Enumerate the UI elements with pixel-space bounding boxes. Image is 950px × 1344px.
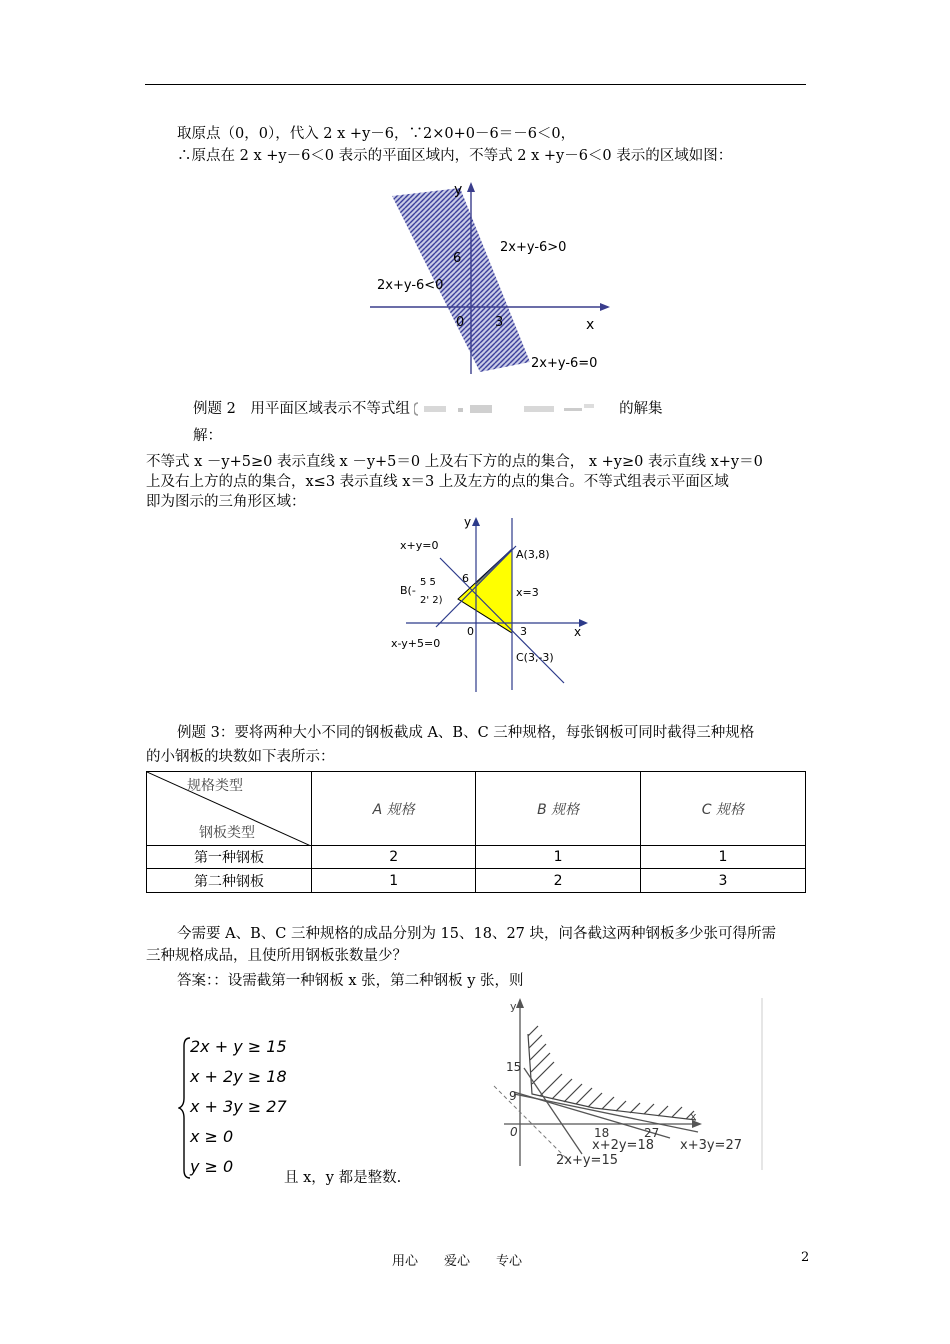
tick-label-0: 0 — [510, 1125, 518, 1139]
table-row — [147, 869, 806, 893]
inequality-system-image — [414, 402, 614, 416]
example2-title-suffix: 的解集 — [619, 401, 663, 417]
example3-line-1: 例题 3：要将两种大小不同的钢板截成 A、B、C 三种规格，每张钢板可同时截得三种规格 — [177, 725, 755, 741]
label-x-plus-2y: x+2y=18 — [592, 1138, 654, 1153]
row-label: 第一种钢板 — [147, 846, 312, 869]
constraint-system — [178, 1036, 308, 1180]
label-less: 2x+y-6<0 — [377, 278, 444, 293]
table-cell: 1 — [476, 846, 640, 869]
label-2x-plus-y: 2x+y=15 — [556, 1153, 618, 1168]
table-cell: 2 — [476, 869, 640, 893]
table-cell: 3 — [640, 869, 805, 893]
tick-label-0: 0 — [456, 315, 465, 330]
table-header-a: A 规格 — [312, 772, 476, 846]
spec-table — [146, 771, 806, 893]
tick-label-18: 18 — [594, 1126, 610, 1140]
constraint-1: 2x + y ≥ 15 — [190, 1037, 287, 1056]
y-axis-arrow-icon — [516, 998, 524, 1008]
header-rule — [145, 84, 806, 85]
constraint-2: x + 2y ≥ 18 — [190, 1067, 287, 1086]
table-header-b: B 规格 — [476, 772, 640, 846]
table-corner-bottom: 钢板类型 — [199, 825, 255, 841]
figure-feasible-region — [484, 996, 766, 1172]
table-cell: 1 — [312, 869, 476, 893]
table-corner-cell — [147, 772, 312, 846]
x-axis-label: x — [690, 1110, 697, 1123]
label-x-equals-3: x=3 — [516, 586, 539, 599]
y-axis-arrow-icon — [467, 182, 475, 192]
example2-title-text: 例题 2 用平面区域表示不等式组 — [193, 401, 410, 417]
y-axis-label: y — [510, 1000, 517, 1013]
figure-triangle-region — [388, 512, 604, 694]
solution-label: 解： — [193, 428, 222, 444]
label-greater: 2x+y-6>0 — [500, 240, 567, 255]
label-x-minus-y-plus-5: x-y+5=0 — [391, 637, 441, 650]
label-point-c: C(3,-3) — [516, 651, 554, 664]
footer-motto: 用心 爱心 专心 — [392, 1254, 523, 1269]
integer-note: 且 x，y 都是整数. — [284, 1170, 402, 1186]
y-axis-arrow-icon — [472, 517, 480, 526]
label-x-plus-3y: x+3y=27 — [680, 1138, 742, 1153]
tick-label-27: 27 — [644, 1126, 660, 1140]
example3-line-2: 的小钢板的块数如下表所示： — [146, 749, 335, 765]
label-point-b-denominators: 2' 2) — [420, 595, 443, 606]
constraint-4: x ≥ 0 — [190, 1127, 234, 1146]
paragraph-origin-conclusion: ∴原点在 2 x +y－6＜0 表示的平面区域内，不等式 2 x +y－6＜0 表示的区域如图： — [177, 148, 733, 164]
solution-line-3: 即为图示的三角形区域： — [146, 494, 306, 510]
triangle-region — [458, 549, 512, 633]
x-axis-arrow-icon — [600, 303, 610, 311]
table-cell: 2 — [312, 846, 476, 869]
table-corner-top: 规格类型 — [187, 778, 243, 794]
label-boundary: 2x+y-6=0 — [531, 356, 598, 371]
label-point-b-numerators: 5 5 — [420, 577, 436, 588]
tick-label-3: 3 — [495, 315, 504, 330]
label-x-plus-y: x+y=0 — [400, 539, 439, 552]
hatch-boundary — [528, 1026, 696, 1120]
tick-label-0: 0 — [467, 625, 474, 638]
solution-line-2: 上及右上方的点的集合，x≤3 表示直线 x＝3 上及左方的点的集合。不等式组表示平面区域 — [146, 474, 729, 490]
constraint-5: y ≥ 0 — [190, 1157, 234, 1176]
line-2x-plus-y — [524, 1068, 582, 1154]
label-point-a: A(3,8) — [516, 548, 550, 561]
tick-label-15: 15 — [506, 1060, 522, 1074]
table-row — [147, 846, 806, 869]
tick-label-3: 3 — [520, 625, 527, 638]
requirement-line-1: 今需要 A、B、C 三种规格的成品分别为 15、18、27 块，问各截这两种钢板多少张可得所需 — [177, 926, 777, 942]
y-axis-label: y — [464, 515, 472, 529]
answer-line: 答案：：设需截第一种钢板 x 张，第二种钢板 y 张，则 — [177, 973, 524, 989]
figure-half-plane — [360, 178, 620, 376]
tick-label-6: 6 — [453, 251, 462, 266]
solution-line-1: 不等式 x －y+5≥0 表示直线 x －y+5＝0 上及右下方的点的集合， x +y≥0 表示直线 x+y＝0 — [146, 454, 763, 470]
tick-label-6: 6 — [462, 572, 469, 585]
tick-label-9: 9 — [509, 1089, 517, 1103]
requirement-line-2: 三种规格成品，且使所用钢板张数量少？ — [146, 948, 407, 964]
table-header-c: C 规格 — [640, 772, 805, 846]
constraint-3: x + 3y ≥ 27 — [190, 1097, 287, 1116]
x-axis-label: x — [586, 317, 595, 333]
x-axis-label: x — [574, 625, 582, 639]
paragraph-origin-test: 取原点（0，0），代入 2 x +y－6，∵2×0+0－6＝－6＜0， — [177, 126, 576, 142]
label-point-b-prefix: B(- — [400, 584, 416, 597]
table-cell: 1 — [640, 846, 805, 869]
row-label: 第二种钢板 — [147, 869, 312, 893]
example2-title — [193, 399, 663, 419]
y-axis-label: y — [454, 182, 463, 198]
page-number: 2 — [801, 1250, 810, 1265]
